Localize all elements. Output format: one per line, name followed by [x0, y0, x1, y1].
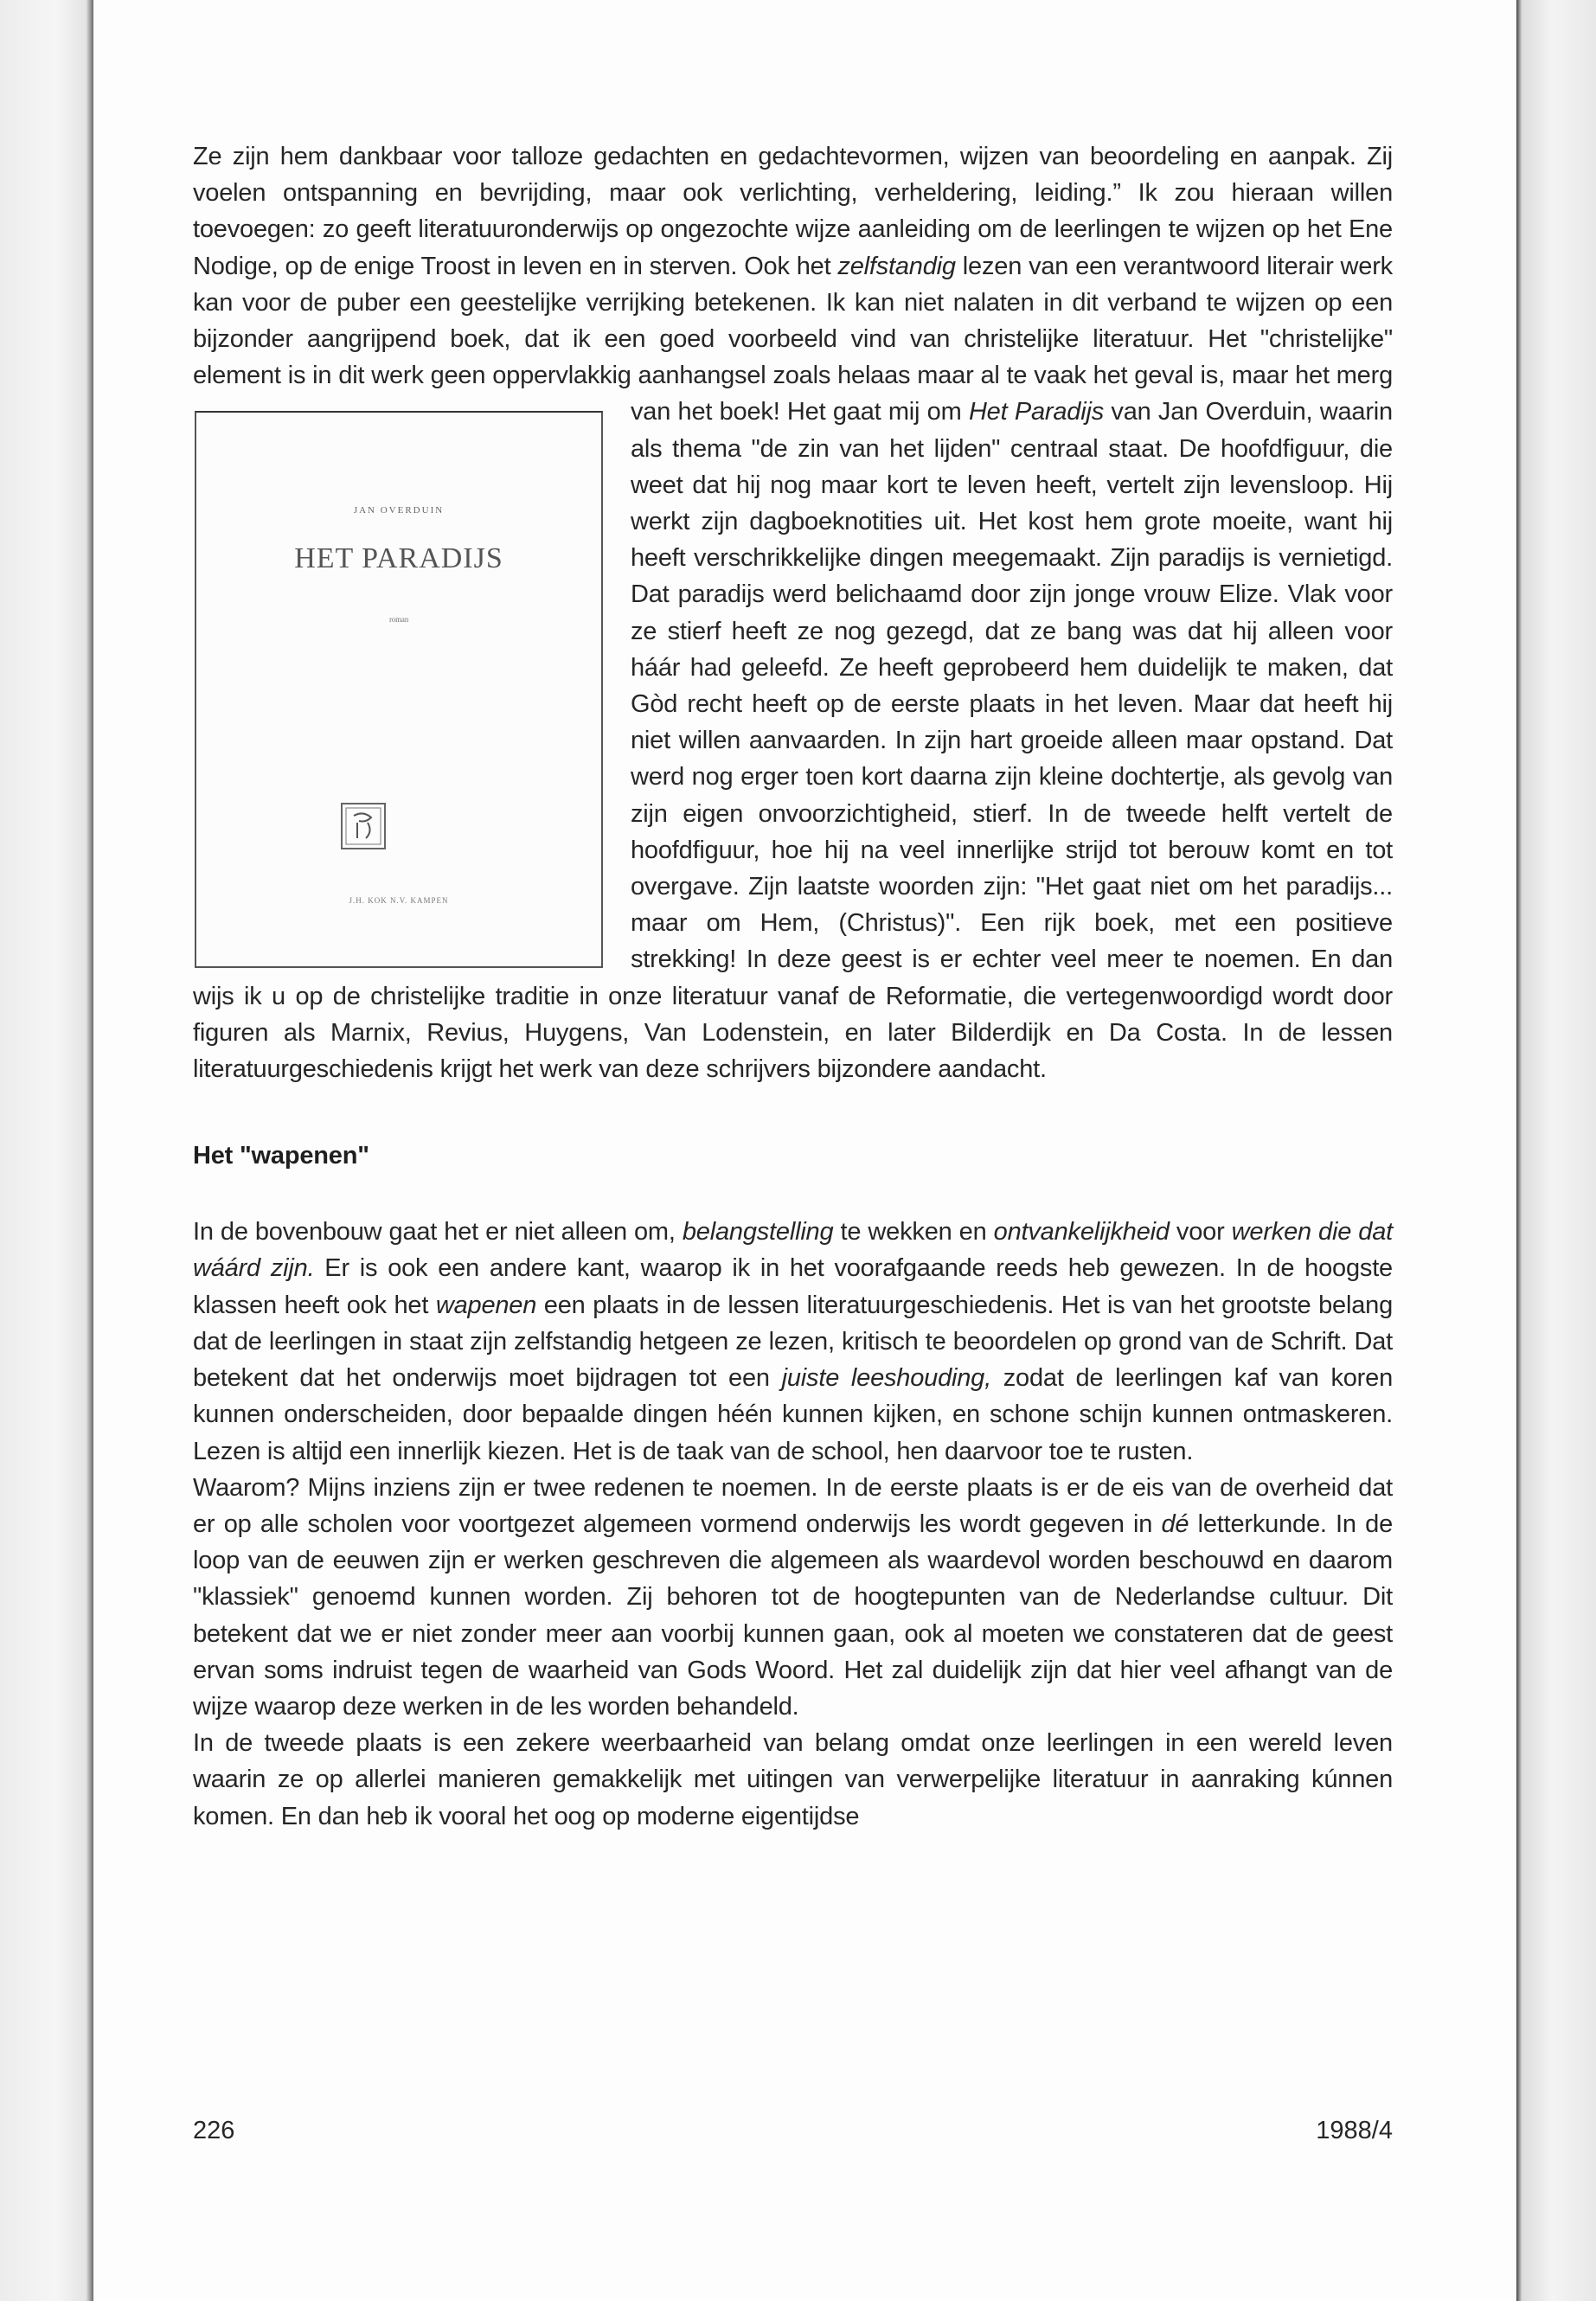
- book-cover-image: [195, 411, 603, 968]
- text-run: voor: [1169, 1218, 1232, 1247]
- emphasis: juiste leeshouding,: [781, 1364, 991, 1393]
- article-body: [193, 138, 1393, 1835]
- emphasis: belangstelling: [682, 1218, 834, 1247]
- emphasis: zelfstandig: [837, 252, 956, 280]
- emphasis: ontvankelijkheid: [993, 1218, 1170, 1247]
- text-run: zodat de leerlingen kaf van koren kunnen onderscheiden, door bepaalde dingen héén kunnen kijken, en schone schijn kunnen ontmaskeren. Lezen is altijd een innerlijk kiezen. Het is de taak van de school, hen daarvoor toe te rusten.: [193, 1364, 1393, 1465]
- cover-publisher: J.H. KOK N.V. KAMPEN: [349, 896, 449, 906]
- cover-author: JAN OVERDUIN: [353, 505, 445, 516]
- text-run: Ze zijn hem dankbaar voor talloze gedachten en gedachtevormen, wijzen van beoordeling en aanpak. Zij voelen ontspanning en bevrijding, maar ook verlichting, verheldering, leiding.” Ik zou hieraan willen toevoegen: zo geeft literatuuronderwijs op ongezochte wijze aanleiding om de leerlingen te wijzen op het Ene Nodige, op de enige Troost in leven en in sterven. Ook het: [193, 143, 1393, 280]
- emphasis: werken die dat wáárd zijn.: [193, 1218, 1393, 1283]
- scan-edge-right: [1516, 0, 1596, 2301]
- text-run: In de bovenbouw gaat het er niet alleen om,: [193, 1218, 683, 1247]
- paragraph-3: [193, 1470, 1393, 1725]
- emphasis: dé: [1161, 1509, 1189, 1538]
- paragraph-2: [193, 1214, 1393, 1469]
- text-run: lezen van een verantwoord literair werk kan voor de puber een geestelijke verrijking betekenen. Ik kan niet nalaten in dit verband te wijzen op een bijzonder aangrijpend boek, dat ik een goed voorbeeld vind van christelijke literatuur. Het "christelijke" element is in dit werk geen oppervlakkig aanhangsel zoals helaas maar al te vaak het geval is, maar het merg van het boek! Het gaat mij om: [193, 252, 1393, 426]
- paragraph-1: [193, 138, 1393, 1087]
- text-run: letterkunde. In de loop van de eeuwen zijn er werken geschreven die algemeen als waardevol worden beschouwd en daarom "klassiek" genoemd kunnen worden. Zij behoren tot de hoogtepunten van de Nederlandse cultuur. Dit betekent dat we er niet zonder meer aan voorbij kunnen gaan, ook al moeten we constateren dat de geest ervan soms indruist tegen de waarheid van Gods Woord. Het zal duidelijk zijn dat hier veel afhangt van de wijze waarop deze werken in de les worden behandeld.: [193, 1509, 1394, 1721]
- page-number: 226: [193, 2117, 235, 2144]
- scan-edge-left: [0, 0, 93, 2301]
- text-run: te wekken en: [833, 1218, 994, 1247]
- cover-subtitle: roman: [389, 615, 408, 625]
- paragraph-4: In de tweede plaats is een zekere weerbaarheid van belang omdat onze leerlingen in een wereld leven waarin ze op allerlei manieren gemakkelijk met uitingen van verwerpelijke literatuur in aanraking kúnnen komen. En dan heb ik vooral het oog op moderne eigentijdse: [193, 1729, 1393, 1830]
- text-run: Waarom? Mijns inziens zijn er twee redenen te noemen. In de eerste plaats is er de eis van de overheid dat er op alle scholen voor voortgezet algemeen vormend onderwijs les wordt gegeven in: [193, 1473, 1393, 1538]
- cover-title: HET PARADIJS: [294, 542, 503, 575]
- section-heading: Het "wapenen": [193, 1142, 369, 1170]
- issue-number: 1988/4: [1316, 2117, 1393, 2144]
- publisher-emblem-icon: [340, 802, 387, 850]
- emphasis: Het Paradijs: [968, 398, 1105, 426]
- text-run: van Jan Overduin, waarin als thema "de zin van het lijden" centraal staat. De hoofdfiguur, die weet dat hij nog maar kort te leven heeft, vertelt zijn levensloop. Hij werkt zijn dagboeknotities uit. Het kost hem grote moeite, want hij heeft verschrikkelijke dingen meegemaakt. Zijn paradijs is vernietigd. Dat paradijs werd belichaamd door zijn jonge vrouw Elize. Vlak voor ze stierf heeft ze nog gezegd, dat ze bang was dat hij alleen voor háár had geleefd. Ze heeft geprobeerd hem duidelijk te maken, dat Gòd recht heeft op de eerste plaats in het leven. Maar dat heeft hij niet willen aanvaarden. In zijn hart groeide alleen maar opstand. Dat werd nog erger toen kort daarna zijn kleine dochtertje, als gevolg van zijn eigen onvoorzichtigheid, stierf. In de tweede helft vertelt de hoofdfiguur, hoe hij na veel innerlijke strijd tot berouw komt en tot overgave. Zijn laatste woorden zijn: "Het gaat niet om het paradijs... maar om Hem, (Christus)". Een rijk boek, met een positieve strekking! In deze geest is er echter veel meer te noemen. En dan wijs ik u op de christelijke traditie in onze literatuur vanaf de Reformatie, die vertegenwoordigd wordt door figuren als Marnix, Revius, Huygens, Van Lodenstein, en later Bilderdijk en Da Costa. In de lessen literatuurgeschiedenis krijgt het werk van deze schrijvers bijzondere aandacht.: [193, 398, 1393, 1084]
- emphasis: wapenen: [435, 1291, 537, 1319]
- text-run: Er is ook een andere kant, waarop ik in het voorafgaande reeds heb gewezen. In de hoogste klassen heeft ook het: [193, 1254, 1393, 1319]
- text-run: een plaats in de lessen literatuurgeschiedenis. Het is van het grootste belang dat de leerlingen in staat zijn zelfstandig hetgeen ze lezen, kritisch te beoordelen op grond van de Schrift. Dat betekent dat het onderwijs moet bijdragen tot een: [193, 1291, 1393, 1393]
